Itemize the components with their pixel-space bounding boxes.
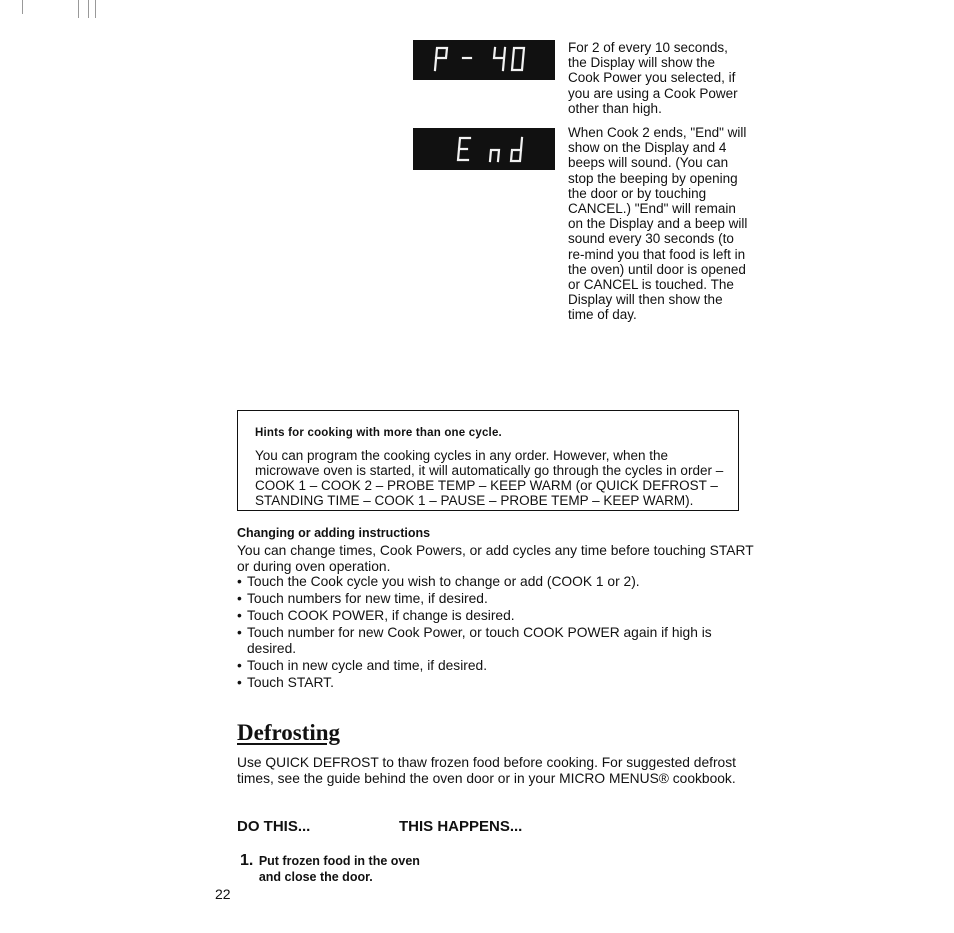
bullet-text: Touch the Cook cycle you wish to change or add (COOK 1 or 2). bbox=[247, 574, 640, 589]
list-item: • Touch the Cook cycle you wish to change or add (COOK 1 or 2). bbox=[237, 574, 640, 589]
step-1 bbox=[240, 853, 434, 885]
do-this-heading: DO THIS... bbox=[237, 818, 311, 835]
bullet-text: Touch numbers for new time, if desired. bbox=[247, 591, 488, 606]
list-item: • Touch COOK POWER, if change is desired. bbox=[237, 608, 515, 623]
page-number: 22 bbox=[215, 886, 231, 902]
defrosting-intro: Use QUICK DEFROST to thaw frozen food before cooking. For suggested defrost times, see the guide behind the oven door or in your MICRO MENUS® cookbook. bbox=[237, 755, 736, 786]
list-item: • Touch numbers for new time, if desired. bbox=[237, 591, 488, 606]
segment-p bbox=[435, 48, 447, 70]
step-number: 1. bbox=[240, 852, 254, 869]
list-item: • Touch in new cycle and time, if desired. bbox=[237, 657, 488, 673]
end-display-segments bbox=[413, 128, 555, 170]
segment-d bbox=[511, 138, 522, 161]
scan-mark bbox=[78, 0, 79, 18]
defrosting-title: Defrosting bbox=[237, 720, 341, 745]
list-item: • Touch START. bbox=[237, 674, 334, 690]
scan-mark bbox=[22, 0, 23, 14]
step-text: Put frozen food in the oven and close the door. bbox=[258, 854, 420, 884]
scan-mark bbox=[88, 0, 89, 18]
power-display-note: For 2 of every 10 seconds, the Display will show the Cook Power you selected, if you are using a Cook Power other than high. bbox=[568, 40, 738, 116]
changing-heading: Changing or adding instructions bbox=[237, 526, 431, 540]
end-display bbox=[413, 128, 555, 170]
power-display bbox=[413, 40, 555, 80]
end-display-note: When Cook 2 ends, "End" will show on the Display and 4 beeps will sound. (You can stop the beeping by opening the door or by touching CANCEL.) "End" will remain on the Display and a beep will sound every 30 seconds (to re-mind you that food is left in the oven) until door is opened or CANCEL is touched. The Display will then show the time of day. bbox=[568, 125, 748, 323]
hints-title: Hints for cooking with more than one cycle. bbox=[255, 427, 502, 439]
bullet-text: Touch number for new Cook Power, or touch COOK POWER again if high is desired. bbox=[247, 625, 712, 656]
list-item: • Touch number for new Cook Power, or touch COOK POWER again if high is desired. bbox=[237, 625, 712, 656]
bullet-text: Touch in new cycle and time, if desired. bbox=[247, 657, 488, 673]
segment-e bbox=[458, 138, 470, 160]
scan-mark bbox=[95, 0, 96, 18]
hints-box bbox=[237, 410, 739, 511]
bullet-text: Touch START. bbox=[247, 674, 334, 690]
segment-0 bbox=[512, 48, 524, 70]
this-happens-heading: THIS HAPPENS... bbox=[399, 818, 523, 835]
power-display-segments bbox=[413, 40, 555, 80]
segment-n bbox=[490, 150, 499, 161]
hints-body: You can program the cooking cycles in any order. However, when the microwave oven is started, it will automatically go through the cycles in order – COOK 1 – COOK 2 – PROBE TEMP – KEEP WARM (or QUICK DEFROST – STANDING TIME – COOK 1 – PAUSE – PROBE TEMP – KEEP WARM). bbox=[255, 448, 724, 508]
bullet-text: Touch COOK POWER, if change is desired. bbox=[247, 608, 515, 623]
segment-4 bbox=[494, 48, 505, 70]
changing-bullet-list bbox=[237, 574, 757, 692]
changing-intro: You can change times, Cook Powers, or add cycles any time before touching START or during oven operation. bbox=[237, 543, 754, 574]
